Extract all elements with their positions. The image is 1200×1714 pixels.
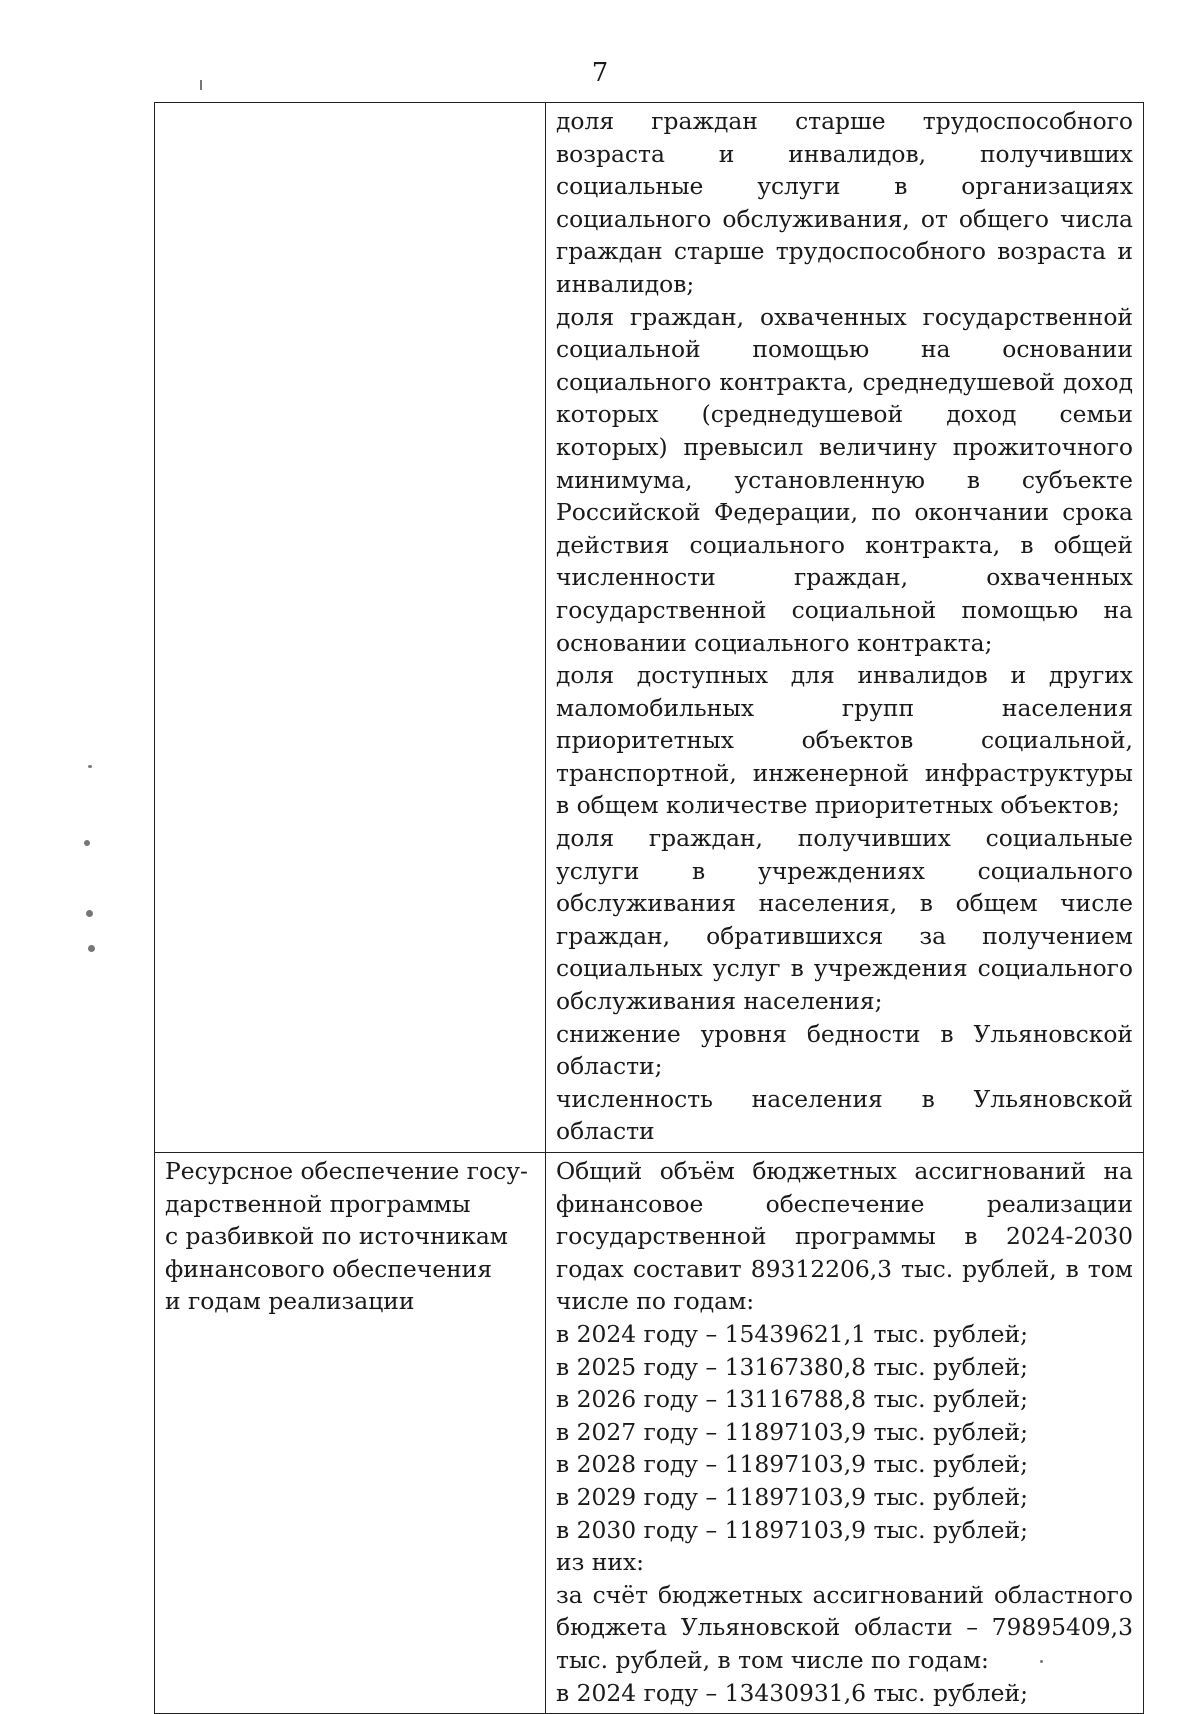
scan-speck bbox=[1040, 1660, 1043, 1663]
page-number: 7 bbox=[591, 58, 609, 88]
funding-year-line: в 2026 году – 13116788,8 тыс. рублей; bbox=[556, 1385, 1028, 1414]
funding-year-line: в 2024 году – 15439621,1 тыс. рублей; bbox=[556, 1319, 1028, 1348]
scan-speck bbox=[88, 765, 92, 768]
scan-speck bbox=[86, 910, 93, 917]
indicator-paragraph: доля граждан, получивших социальные услуги в учреждениях социального обслуживания населения, в общем числе граждан, обратившихся за получением социальных услуг в учреждения социального обслуживания населения; bbox=[556, 824, 1133, 1016]
indicator-paragraph: численность населения в Ульяновской области bbox=[556, 1084, 1133, 1146]
resource-label-line: дарственной программы bbox=[165, 1189, 471, 1218]
funding-intro: Общий объём бюджетных ассигнований на финансовое обеспечение реализации государственной программы в 2024-2030 годах составит 89312206,3 тыс. рублей, в том числе по годам: bbox=[556, 1157, 1133, 1316]
funding-year-line: в 2028 году – 11897103,9 тыс. рублей; bbox=[556, 1450, 1028, 1479]
of-them-label: из них: bbox=[556, 1548, 645, 1577]
funding-year-line: в 2025 году – 13167380,8 тыс. рублей; bbox=[556, 1352, 1028, 1381]
indicator-paragraph: снижение уровня бедности в Ульяновской области; bbox=[556, 1019, 1133, 1081]
funding-year-line: в 2027 году – 11897103,9 тыс. рублей; bbox=[556, 1417, 1028, 1446]
funding-year-line: в 2029 году – 11897103,9 тыс. рублей; bbox=[556, 1482, 1028, 1511]
indicator-paragraph: доля доступных для инвалидов и других маломобильных групп населения приоритетных объектов социальной, транспортной, инженерной инфраструктуры в общем количестве приоритетных объектов; bbox=[556, 661, 1133, 820]
resource-label-line: финансового обеспечения bbox=[165, 1254, 493, 1283]
resource-label-line: Ресурсное обеспечение госу- bbox=[165, 1157, 528, 1185]
scan-speck bbox=[84, 840, 90, 846]
indicator-paragraph: доля граждан, охваченных государственной социальной помощью на основании социального контракта, среднедушевой доход которых (среднедушевой доход семьи которых) превысил величину прожиточного минимума, установленную в субъекте Российской Федерации, по окончании срока действия социального контракта, в общей численности граждан, охваченных государственной социальной помощью на основании социального контракта; bbox=[556, 302, 1133, 657]
row2-left-cell bbox=[155, 1153, 546, 1714]
table-row-indicators bbox=[155, 103, 1144, 1153]
table-row-resources bbox=[155, 1153, 1144, 1714]
row1-right-cell bbox=[546, 103, 1144, 1153]
resource-label-line: и годам реализации bbox=[165, 1287, 415, 1316]
regional-budget-paragraph: за счёт бюджетных ассигнований областного бюджета Ульяновской области – 79895409,3 тыс. рублей, в том числе по годам: bbox=[556, 1580, 1133, 1674]
scan-speck bbox=[88, 945, 95, 952]
funding-year-line: в 2030 году – 11897103,9 тыс. рублей; bbox=[556, 1515, 1028, 1544]
resource-label-line: с разбивкой по источникам bbox=[165, 1222, 509, 1251]
regional-year-line: в 2024 году – 13430931,6 тыс. рублей; bbox=[556, 1678, 1028, 1707]
indicator-paragraph: доля граждан старше трудоспособного возраста и инвалидов, получивших социальные услуги в организациях социального обслуживания, от общего числа граждан старше трудоспособного возраста и инвалидов; bbox=[556, 107, 1133, 298]
row2-right-cell bbox=[546, 1153, 1144, 1714]
program-passport-table bbox=[154, 102, 1144, 1714]
row1-left-cell bbox=[155, 103, 546, 1153]
scan-speck bbox=[200, 80, 202, 90]
